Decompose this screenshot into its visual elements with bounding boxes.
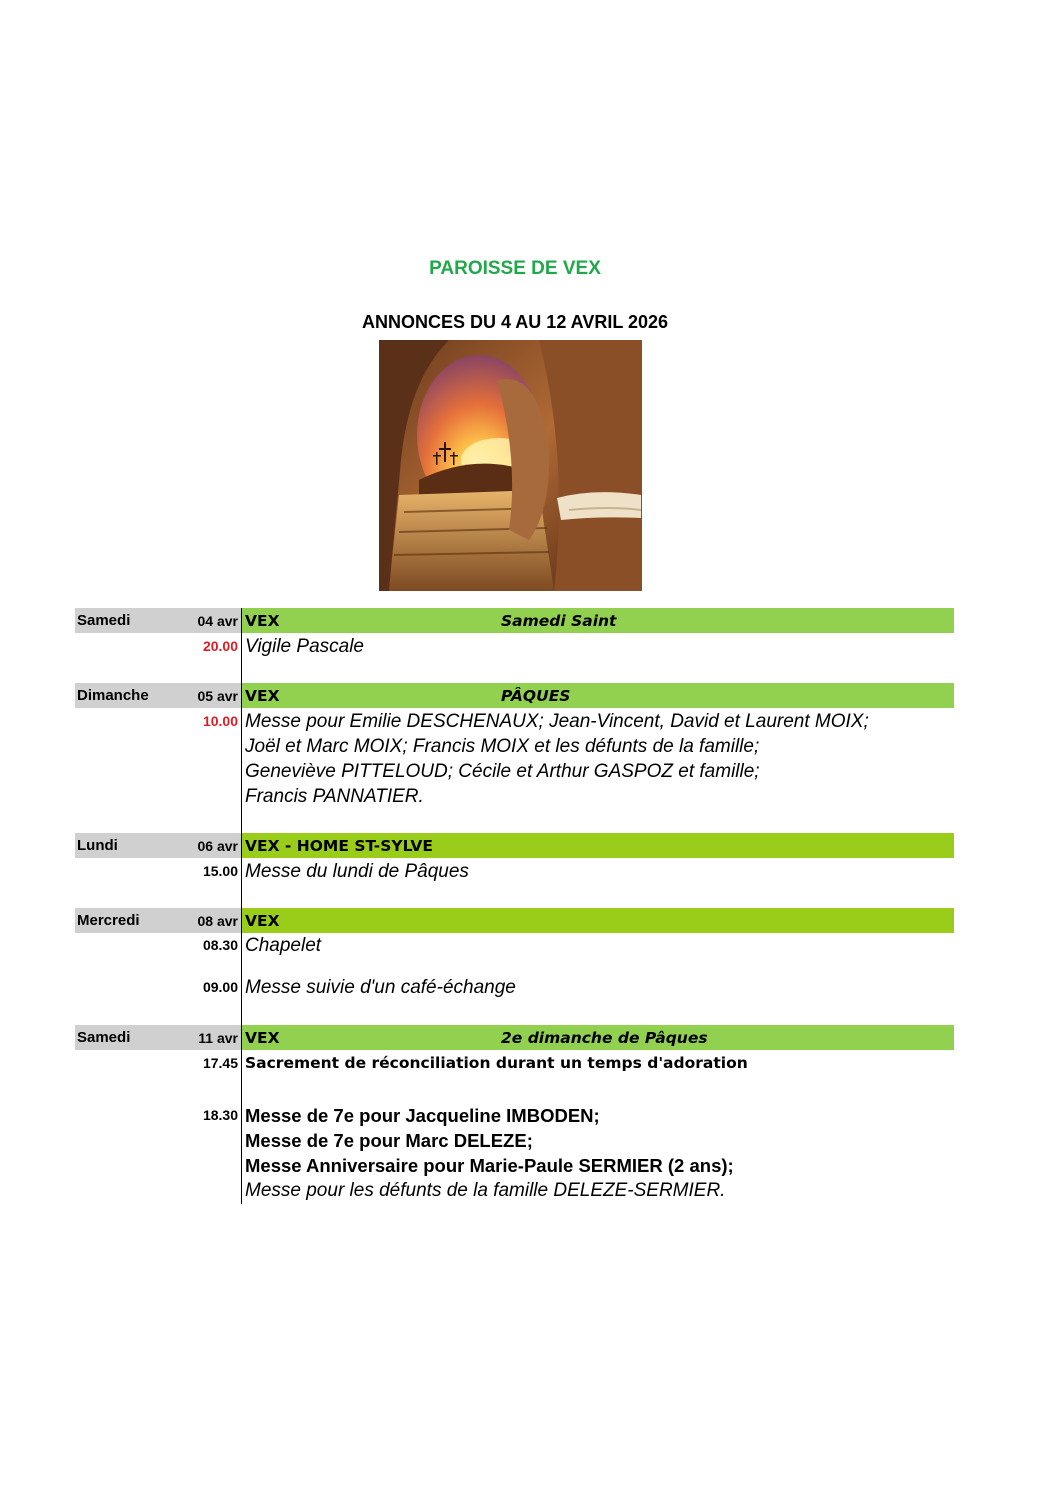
- entry-line: Francis PANNATIER.: [245, 786, 424, 807]
- entry-line: Messe du lundi de Pâques: [245, 861, 469, 882]
- entry-time: 20.00: [202, 638, 238, 654]
- entry-line: Geneviève PITTELOUD; Cécile et Arthur GASPOZ et famille;: [245, 761, 760, 782]
- announcements-title: ANNONCES DU 4 AU 12 AVRIL 2026: [361, 312, 669, 332]
- entry-time: 10.00: [202, 713, 238, 729]
- entry-line: Messe pour Emilie DESCHENAUX; Jean-Vincent, David et Laurent MOIX;: [245, 711, 869, 732]
- entry-time: 15.00: [202, 863, 238, 879]
- entry-line: Chapelet: [245, 935, 322, 956]
- entry-line: Vigile Pascale: [245, 636, 365, 657]
- day-date: 08 avr: [197, 913, 238, 929]
- entry-time: 17.45: [202, 1055, 238, 1071]
- day-date: 06 avr: [197, 838, 238, 854]
- day-date: 11 avr: [198, 1030, 238, 1046]
- day-header-bar: [242, 683, 954, 708]
- day-place: VEX: [245, 1029, 280, 1047]
- entry-line: Messe suivie d'un café-échange: [245, 977, 516, 998]
- entry-line: Sacrement de réconciliation durant un temps d'adoration: [245, 1054, 748, 1072]
- day-place: VEX: [245, 687, 280, 705]
- day-feast: 2e dimanche de Pâques: [501, 1029, 708, 1047]
- day-name: Samedi: [77, 1029, 131, 1046]
- empty-tomb-image: [379, 340, 642, 591]
- entry-line: Messe pour les défunts de la famille DELEZE-SERMIER.: [245, 1180, 726, 1201]
- day-name: Mercredi: [77, 912, 140, 929]
- entry-time: 08.30: [202, 937, 238, 953]
- day-date: 04 avr: [197, 613, 238, 629]
- day-place: VEX: [245, 912, 280, 930]
- day-date: 05 avr: [197, 688, 238, 704]
- entry-line: Messe Anniversaire pour Marie-Paule SERMIER (2 ans);: [245, 1155, 734, 1176]
- entry-line: Messe de 7e pour Jacqueline IMBODEN;: [245, 1105, 600, 1126]
- day-place: VEX - HOME ST-SYLVE: [245, 837, 433, 855]
- entry-line: Joël et Marc MOIX; Francis MOIX et les défunts de la famille;: [245, 736, 760, 757]
- day-name: Samedi: [77, 612, 131, 629]
- day-place: VEX: [245, 612, 280, 630]
- entry-time: 09.00: [202, 979, 238, 995]
- day-feast: PÂQUES: [501, 687, 571, 705]
- parish-title: PAROISSE DE VEX: [429, 258, 601, 279]
- day-feast: Samedi Saint: [501, 612, 617, 630]
- entry-time: 18.30: [202, 1107, 238, 1123]
- day-name: Lundi: [77, 837, 118, 854]
- entry-line: Messe de 7e pour Marc DELEZE;: [245, 1130, 533, 1151]
- day-name: Dimanche: [77, 687, 149, 704]
- day-header-bar: [242, 908, 954, 933]
